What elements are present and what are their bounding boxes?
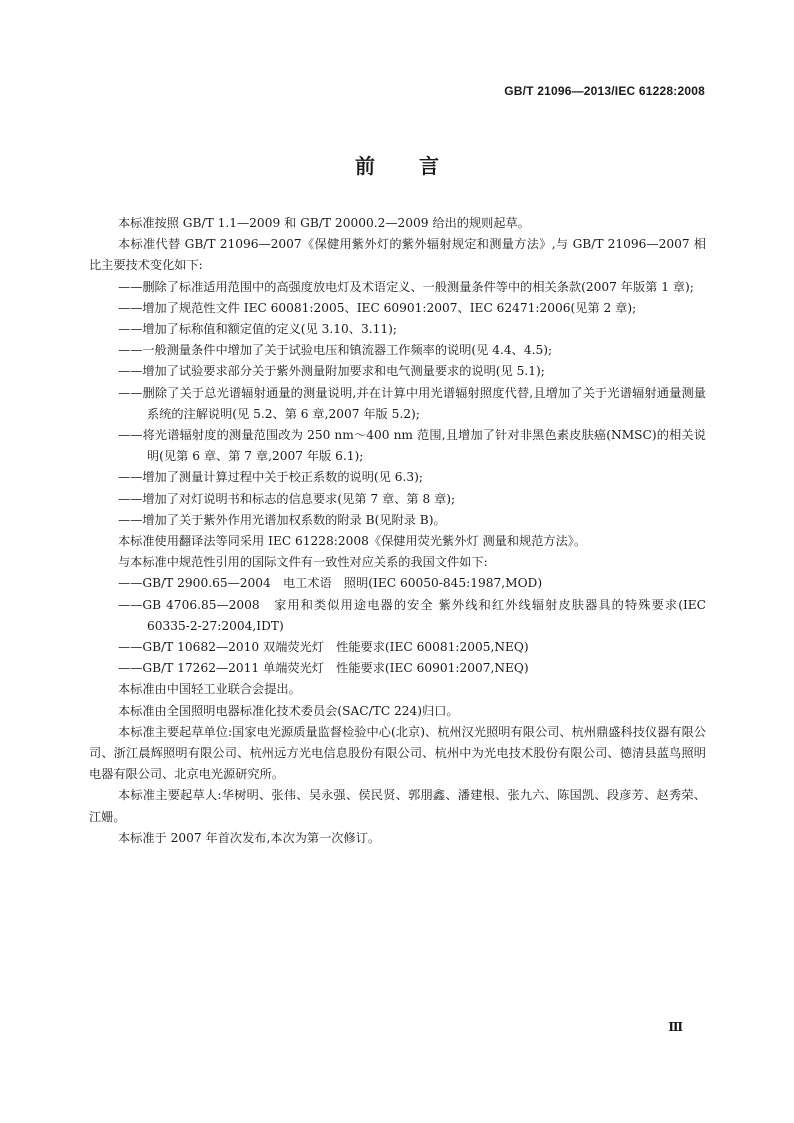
paragraph-replaces: 本标准代替 GB/T 21096—2007《保健用紫外灯的紫外辐射规定和测量方法》,与 GB/T 21096—2007 相比主要技术变化如下: bbox=[89, 237, 706, 273]
reference-item: ——GB/T 10682—2010 双端荧光灯 性能要求(IEC 60081:2005,NEQ) bbox=[118, 640, 529, 655]
page-title: 前言 bbox=[355, 154, 483, 178]
change-item: ——将光谱辐射度的测量范围改为 250 nm～400 nm 范围,且增加了针对非黑色素皮肤癌(NMSC)的相关说明(见第 6 章、第 7 章,2007 年版 6.1); bbox=[118, 428, 706, 464]
change-item: ——增加了测量计算过程中关于校正系数的说明(见 6.3); bbox=[118, 470, 423, 485]
change-item: ——删除了关于总光谱辐射通量的测量说明,并在计算中用光谱辐射照度代替,且增加了关于光谱辐射通量测量系统的注解说明(见 5.2、第 6 章,2007 年版 5.2); bbox=[118, 385, 706, 421]
document-body bbox=[89, 213, 706, 849]
reference-item: ——GB 4706.85—2008 家用和类似用途电器的安全 紫外线和红外线辐射皮肤器具的特殊要求(IEC 60335-2-27:2004,IDT) bbox=[118, 597, 706, 633]
reference-item: ——GB/T 2900.65—2004 电工术语 照明(IEC 60050-845:1987,MOD) bbox=[118, 576, 543, 591]
change-item: ——增加了规范性文件 IEC 60081:2005、IEC 60901:2007、IEC 62471:2006(见第 2 章); bbox=[118, 300, 637, 315]
paragraph-drafters: 本标准主要起草人:华树明、张伟、吴永强、侯民贤、郭朋鑫、潘建根、张九六、陈国凯、段彦芳、赵秀荣、江姗。 bbox=[89, 788, 706, 824]
paragraph-drafting-rules: 本标准按照 GB/T 1.1—2009 和 GB/T 20000.2—2009 给出的规则起草。 bbox=[118, 216, 530, 230]
reference-item: ——GB/T 17262—2011 单端荧光灯 性能要求(IEC 60901:2007,NEQ) bbox=[118, 661, 529, 676]
change-item: ——增加了关于紫外作用光谱加权系数的附录 B(见附录 B)。 bbox=[118, 512, 446, 527]
paragraph-proposed-by: 本标准由中国轻工业联合会提出。 bbox=[118, 682, 301, 697]
paragraph-adoption: 本标准使用翻译法等同采用 IEC 61228:2008《保健用荧光紫外灯 测量和规范方法》。 bbox=[118, 534, 587, 549]
paragraph-history: 本标准于 2007 年首次发布,本次为第一次修订。 bbox=[118, 830, 381, 845]
page-number: Ⅲ bbox=[668, 1020, 683, 1034]
change-item: ——删除了标准适用范围中的高强度放电灯及术语定义、一般测量条件等中的相关条款(2007 年版第 1 章); bbox=[118, 279, 694, 294]
paragraph-drafting-units: 本标准主要起草单位:国家电光源质量监督检验中心(北京)、杭州汉光照明有限公司、杭州鼎盛科技仪器有限公司、浙江晨辉照明有限公司、杭州远方光电信息股份有限公司、杭州中为光电技术股份有限公司、德清县蓝鸟照明电器有限公司、北京电光源研究所。 bbox=[89, 724, 706, 782]
standard-code-header: GB/T 21096—2013/IEC 61228:2008 bbox=[504, 84, 705, 98]
change-item: ——一般测量条件中增加了关于试验电压和镇流器工作频率的说明(见 4.4、4.5); bbox=[118, 343, 553, 358]
change-item: ——增加了试验要求部分关于紫外测量附加要求和电气测量要求的说明(见 5.1); bbox=[118, 364, 545, 379]
change-item: ——增加了标称值和额定值的定义(见 3.10、3.11); bbox=[118, 322, 397, 337]
change-item: ——增加了对灯说明书和标志的信息要求(见第 7 章、第 8 章); bbox=[118, 491, 456, 506]
paragraph-administered-by: 本标准由全国照明电器标准化技术委员会(SAC/TC 224)归口。 bbox=[118, 703, 459, 718]
paragraph-corresponding-docs: 与本标准中规范性引用的国际文件有一致性对应关系的我国文件如下: bbox=[118, 555, 488, 570]
